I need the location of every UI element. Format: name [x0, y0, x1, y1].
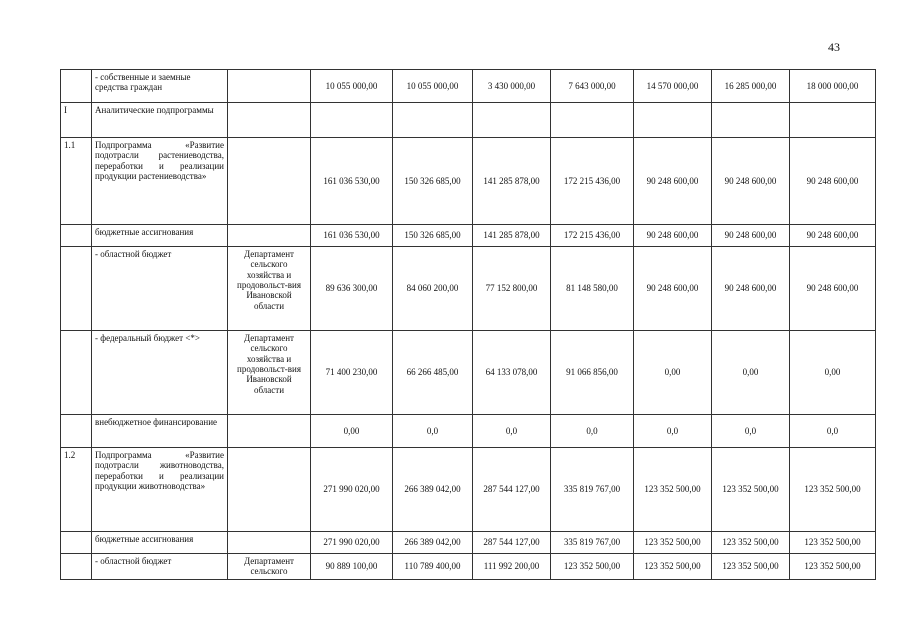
item-name-cell: бюджетные ассигнования [92, 532, 228, 554]
item-name-cell: бюджетные ассигнования [92, 225, 228, 247]
executor-cell: Департамент сельского [228, 554, 311, 580]
amount-cell: 150 326 685,00 [393, 138, 473, 225]
amount-cell: 0,0 [393, 415, 473, 448]
amount-cell: 10 055 000,00 [311, 70, 393, 103]
amount-cell: 3 430 000,00 [473, 70, 551, 103]
amount-cell: 7 643 000,00 [551, 70, 634, 103]
amount-cell: 266 389 042,00 [393, 448, 473, 532]
table-row [61, 247, 876, 331]
table-row [61, 554, 876, 580]
item-name-cell: Подпрограмма «Развитие подотрасли животноводства, переработки и реализации продукции животноводства» [92, 448, 228, 532]
row-number-cell [61, 70, 92, 103]
amount-cell: 335 819 767,00 [551, 448, 634, 532]
amount-cell: 90 248 600,00 [712, 247, 790, 331]
page-number: 43 [828, 40, 840, 54]
table-row [61, 331, 876, 415]
amount-cell: 287 544 127,00 [473, 532, 551, 554]
amount-cell: 66 266 485,00 [393, 331, 473, 415]
table-row [61, 70, 876, 103]
amount-cell: 123 352 500,00 [790, 532, 876, 554]
executor-cell [228, 138, 311, 225]
row-number-cell: 1.1 [61, 138, 92, 225]
amount-cell: 14 570 000,00 [634, 70, 712, 103]
table-row [61, 415, 876, 448]
amount-cell: 10 055 000,00 [393, 70, 473, 103]
amount-cell: 271 990 020,00 [311, 532, 393, 554]
row-number-cell [61, 554, 92, 580]
amount-cell: 141 285 878,00 [473, 225, 551, 247]
amount-cell: 335 819 767,00 [551, 532, 634, 554]
table-row [61, 448, 876, 532]
amount-cell: 161 036 530,00 [311, 138, 393, 225]
amount-cell: 0,0 [790, 415, 876, 448]
amount-cell [311, 103, 393, 138]
amount-cell: 91 066 856,00 [551, 331, 634, 415]
table-body [61, 70, 876, 580]
executor-cell [228, 103, 311, 138]
amount-cell: 172 215 436,00 [551, 225, 634, 247]
item-name-cell: Подпрограмма «Развитие подотрасли растениеводства, переработки и реализации продукции растениеводства» [92, 138, 228, 225]
executor-cell [228, 415, 311, 448]
amount-cell: 90 248 600,00 [790, 247, 876, 331]
amount-cell [551, 103, 634, 138]
amount-cell: 90 248 600,00 [712, 138, 790, 225]
amount-cell [790, 103, 876, 138]
table-row [61, 103, 876, 138]
amount-cell: 64 133 078,00 [473, 331, 551, 415]
amount-cell: 0,00 [634, 331, 712, 415]
amount-cell: 0,00 [311, 415, 393, 448]
item-name-cell: внебюджетное финансирование [92, 415, 228, 448]
amount-cell: 90 248 600,00 [634, 138, 712, 225]
executor-cell [228, 532, 311, 554]
amount-cell: 0,00 [790, 331, 876, 415]
amount-cell: 150 326 685,00 [393, 225, 473, 247]
row-number-cell: I [61, 103, 92, 138]
amount-cell: 90 248 600,00 [634, 247, 712, 331]
amount-cell: 89 636 300,00 [311, 247, 393, 331]
amount-cell: 287 544 127,00 [473, 448, 551, 532]
amount-cell: 0,00 [712, 331, 790, 415]
amount-cell: 123 352 500,00 [712, 554, 790, 580]
table-row [61, 532, 876, 554]
item-name-cell: - областной бюджет [92, 247, 228, 331]
table-row [61, 225, 876, 247]
amount-cell: 123 352 500,00 [551, 554, 634, 580]
amount-cell: 81 148 580,00 [551, 247, 634, 331]
amount-cell: 90 248 600,00 [712, 225, 790, 247]
amount-cell: 123 352 500,00 [712, 532, 790, 554]
amount-cell: 77 152 800,00 [473, 247, 551, 331]
row-number-cell [61, 415, 92, 448]
amount-cell: 0,0 [551, 415, 634, 448]
item-name-cell: Аналитические подпрограммы [92, 103, 228, 138]
amount-cell: 123 352 500,00 [790, 554, 876, 580]
item-name-cell: - собственные и заемные средства граждан [92, 70, 228, 103]
amount-cell: 110 789 400,00 [393, 554, 473, 580]
amount-cell: 161 036 530,00 [311, 225, 393, 247]
amount-cell: 123 352 500,00 [712, 448, 790, 532]
amount-cell [473, 103, 551, 138]
amount-cell: 90 889 100,00 [311, 554, 393, 580]
row-number-cell [61, 331, 92, 415]
amount-cell: 271 990 020,00 [311, 448, 393, 532]
amount-cell: 90 248 600,00 [634, 225, 712, 247]
row-number-cell [61, 247, 92, 331]
row-number-cell [61, 225, 92, 247]
amount-cell [393, 103, 473, 138]
amount-cell: 18 000 000,00 [790, 70, 876, 103]
executor-cell [228, 448, 311, 532]
executor-cell [228, 225, 311, 247]
amount-cell: 123 352 500,00 [634, 532, 712, 554]
amount-cell: 111 992 200,00 [473, 554, 551, 580]
amount-cell: 123 352 500,00 [634, 448, 712, 532]
item-name-cell: - федеральный бюджет <*> [92, 331, 228, 415]
amount-cell: 0,0 [473, 415, 551, 448]
amount-cell: 71 400 230,00 [311, 331, 393, 415]
table-row [61, 138, 876, 225]
amount-cell: 90 248 600,00 [790, 225, 876, 247]
row-number-cell: 1.2 [61, 448, 92, 532]
executor-cell [228, 70, 311, 103]
amount-cell [634, 103, 712, 138]
amount-cell: 141 285 878,00 [473, 138, 551, 225]
amount-cell: 123 352 500,00 [790, 448, 876, 532]
amount-cell: 84 060 200,00 [393, 247, 473, 331]
amount-cell: 172 215 436,00 [551, 138, 634, 225]
amount-cell: 0,0 [712, 415, 790, 448]
amount-cell: 266 389 042,00 [393, 532, 473, 554]
amount-cell: 0,0 [634, 415, 712, 448]
executor-cell: Департамент сельского хозяйства и продовольст-вия Ивановской области [228, 247, 311, 331]
amount-cell: 90 248 600,00 [790, 138, 876, 225]
amount-cell [712, 103, 790, 138]
item-name-cell: - областной бюджет [92, 554, 228, 580]
budget-table [60, 69, 876, 580]
amount-cell: 123 352 500,00 [634, 554, 712, 580]
row-number-cell [61, 532, 92, 554]
executor-cell: Департамент сельского хозяйства и продовольст-вия Ивановской области [228, 331, 311, 415]
amount-cell: 16 285 000,00 [712, 70, 790, 103]
